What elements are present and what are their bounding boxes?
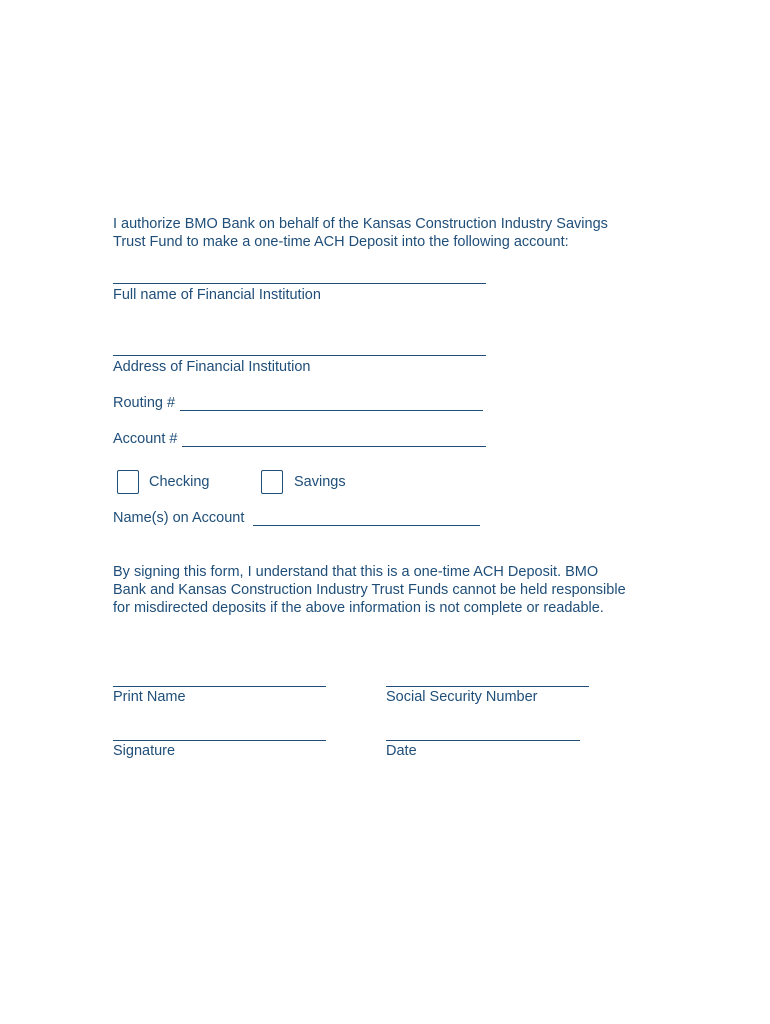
savings-label: Savings — [294, 474, 346, 490]
ssn-label: Social Security Number — [386, 689, 538, 705]
signature-field[interactable] — [113, 740, 326, 741]
disclaimer-line-2: Bank and Kansas Construction Industry Trust Funds cannot be held responsible — [113, 582, 626, 598]
names-on-account-field[interactable] — [253, 525, 480, 526]
savings-checkbox[interactable] — [261, 470, 283, 494]
account-field[interactable] — [182, 446, 486, 447]
print-name-label: Print Name — [113, 689, 186, 705]
authorization-line-2: Trust Fund to make a one-time ACH Deposit into the following account: — [113, 234, 569, 250]
institution-name-label: Full name of Financial Institution — [113, 287, 321, 303]
disclaimer-line-1: By signing this form, I understand that this is a one-time ACH Deposit. BMO — [113, 564, 599, 580]
account-label: Account # — [113, 431, 178, 447]
date-label: Date — [386, 743, 417, 759]
authorization-line-1: I authorize BMO Bank on behalf of the Kansas Construction Industry Savings — [113, 216, 608, 232]
names-on-account-label: Name(s) on Account — [113, 510, 245, 526]
print-name-field[interactable] — [113, 686, 326, 687]
checking-label: Checking — [149, 474, 210, 490]
institution-name-field[interactable] — [113, 283, 486, 284]
signature-label: Signature — [113, 743, 176, 759]
date-field[interactable] — [386, 740, 580, 741]
institution-address-field[interactable] — [113, 355, 486, 356]
institution-address-label: Address of Financial Institution — [113, 359, 311, 375]
routing-field[interactable] — [180, 410, 483, 411]
checking-checkbox[interactable] — [117, 470, 139, 494]
ssn-field[interactable] — [386, 686, 589, 687]
routing-label: Routing # — [113, 395, 176, 411]
disclaimer-line-3: for misdirected deposits if the above information is not complete or readable. — [113, 600, 604, 616]
